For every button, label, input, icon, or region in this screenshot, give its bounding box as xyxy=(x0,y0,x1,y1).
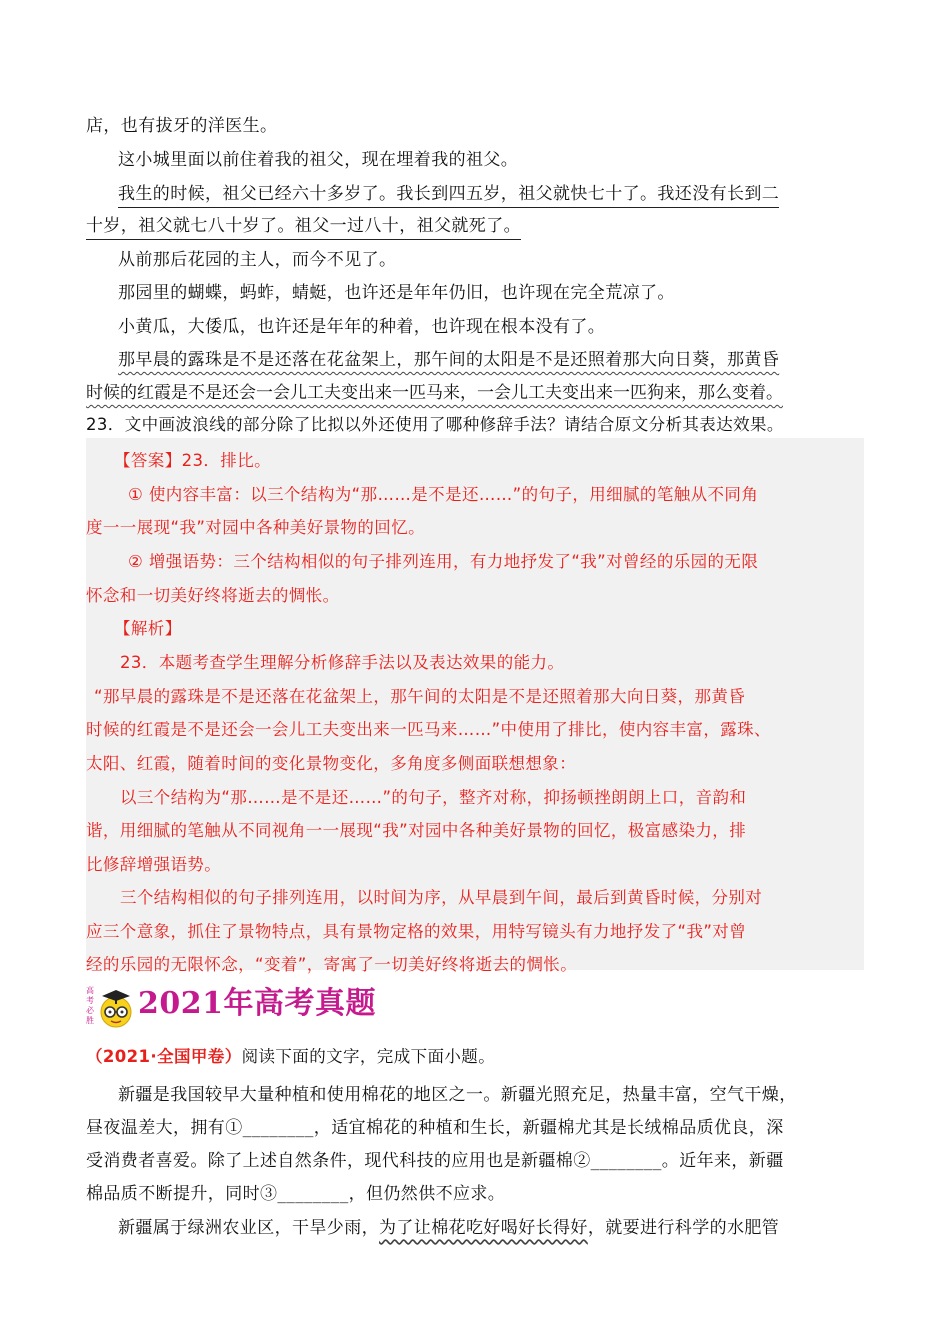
analysis-line: 以三个结构为“那……是不是还……”的句子，整齐对称，抑扬顿挫朗朗上口，音韵和 xyxy=(120,788,747,807)
underlined-line xyxy=(118,182,866,206)
answer-point-1-cont: 度一一展现“我”对园中各种美好景物的回忆。 xyxy=(86,518,425,537)
passage-line: 小黄瓜，大倭瓜，也许还是年年的种着，也许现在根本没有了。 xyxy=(118,317,606,337)
passage-line: 店，也有拔牙的洋医生。 xyxy=(86,116,278,136)
analysis-label: 【解析】 xyxy=(114,619,182,638)
exam-paragraph-line xyxy=(118,1216,866,1240)
underlined-text: 我生的时候，祖父已经六十多岁了。我长到四五岁，祖父就快七十了。我还没有长到二 xyxy=(118,184,779,208)
wavy-text: 那早晨的露珠是不是还落在花盆架上，那午间的太阳是不是还照着那大向日葵，那黄昏 xyxy=(118,350,780,370)
exam-paragraph-line: 棉品质不断提升，同时③________，但仍然供不应求。 xyxy=(86,1184,506,1204)
exam-text: 新疆属于绿洲农业区，干旱少雨， xyxy=(118,1218,379,1238)
passage-line: 那园里的蝴蝶，蚂蚱，蜻蜓，也许还是年年仍旧，也许现在完全荒凉了。 xyxy=(118,283,675,303)
section-banner xyxy=(86,984,486,1030)
question-23: 23．文中画波浪线的部分除了比拟以外还使用了哪种修辞手法？请结合原文分析其表达效果。 xyxy=(86,415,784,434)
answer-point-2-cont: 怀念和一切美好终将逝去的惆怅。 xyxy=(86,586,340,605)
analysis-line: 23．本题考查学生理解分析修辞手法以及表达效果的能力。 xyxy=(120,653,565,672)
analysis-line: 谐，用细腻的笔触从不同视角一一展现“我”对园中各种美好景物的回忆，极富感染力，排 xyxy=(86,821,747,840)
analysis-line: 时候的红霞是不是还会一会儿工夫变出来一匹马来……”中使用了排比，使内容丰富，露珠、 xyxy=(86,720,771,739)
passage-line: 这小城里面以前住着我的祖父，现在埋着我的祖父。 xyxy=(118,150,519,170)
exam-header xyxy=(86,1045,866,1069)
exam-text: ，就要进行科学的水肥管 xyxy=(587,1218,780,1238)
banner-title: 2021年高考真题 xyxy=(138,986,376,1021)
banner-logo-text: 高考必胜 xyxy=(86,986,94,1025)
analysis-line: 比修辞增强语势。 xyxy=(86,855,222,874)
exam-paragraph-line: 受消费者喜爱。除了上述自然条件，现代科技的应用也是新疆棉②________。近年来，新疆 xyxy=(86,1151,784,1171)
analysis-line: “那早晨的露珠是不是还落在花盆架上，那午间的太阳是不是还照着那大向日葵，那黄昏 xyxy=(94,687,746,706)
underlined-text: 十岁，祖父就七八十岁了。祖父一过八十，祖父就死了。 xyxy=(86,216,521,240)
answer-label: 【答案】23．排比。 xyxy=(114,451,271,470)
analysis-line: 应三个意象，抓住了景物特点，具有景物定格的效果，用特写镜头有力地抒发了“我”对曾 xyxy=(86,922,747,941)
analysis-line: 经的乐园的无限怀念，“变着”，寄寓了一切美好终将逝去的惆怅。 xyxy=(86,955,578,974)
exam-paragraph-line: 新疆是我国较早大量种植和使用棉花的地区之一。新疆光照充足，热量丰富，空气干燥， xyxy=(118,1085,797,1105)
answer-point-2: ② 增强语势：三个结构相似的句子排列连用，有力地抒发了“我”对曾经的乐园的无限 xyxy=(128,552,759,571)
answer-point-1: ① 使内容丰富：以三个结构为“那……是不是还……”的句子，用细腻的笔触从不同角 xyxy=(128,485,759,504)
exam-paragraph-line: 昼夜温差大，拥有①________，适宜棉花的种植和生长，新疆棉尤其是长绒棉品质优良，深 xyxy=(86,1118,784,1138)
passage-line: 从前那后花园的主人，而今不见了。 xyxy=(118,250,397,270)
analysis-line: 太阳、红霞，随着时间的变化景物变化，多角度多侧面联想想象： xyxy=(86,754,577,773)
underlined-line xyxy=(86,214,866,238)
wavy-underlined-line xyxy=(118,348,866,372)
wavy-text: 为了让棉花吃好喝好长得好 xyxy=(379,1218,588,1238)
wavy-underlined-line xyxy=(86,381,866,405)
wavy-text: 时候的红霞是不是还会一会儿工夫变出来一匹马来，一会儿工夫变出来一匹狗来，那么变着。 xyxy=(86,383,783,403)
exam-instruction: 阅读下面的文字，完成下面小题。 xyxy=(241,1047,496,1066)
analysis-line: 三个结构相似的句子排列连用，以时间为序，从早晨到午间，最后到黄昏时候，分别对 xyxy=(120,888,763,907)
exam-source: （2021·全国甲卷） xyxy=(86,1047,242,1066)
